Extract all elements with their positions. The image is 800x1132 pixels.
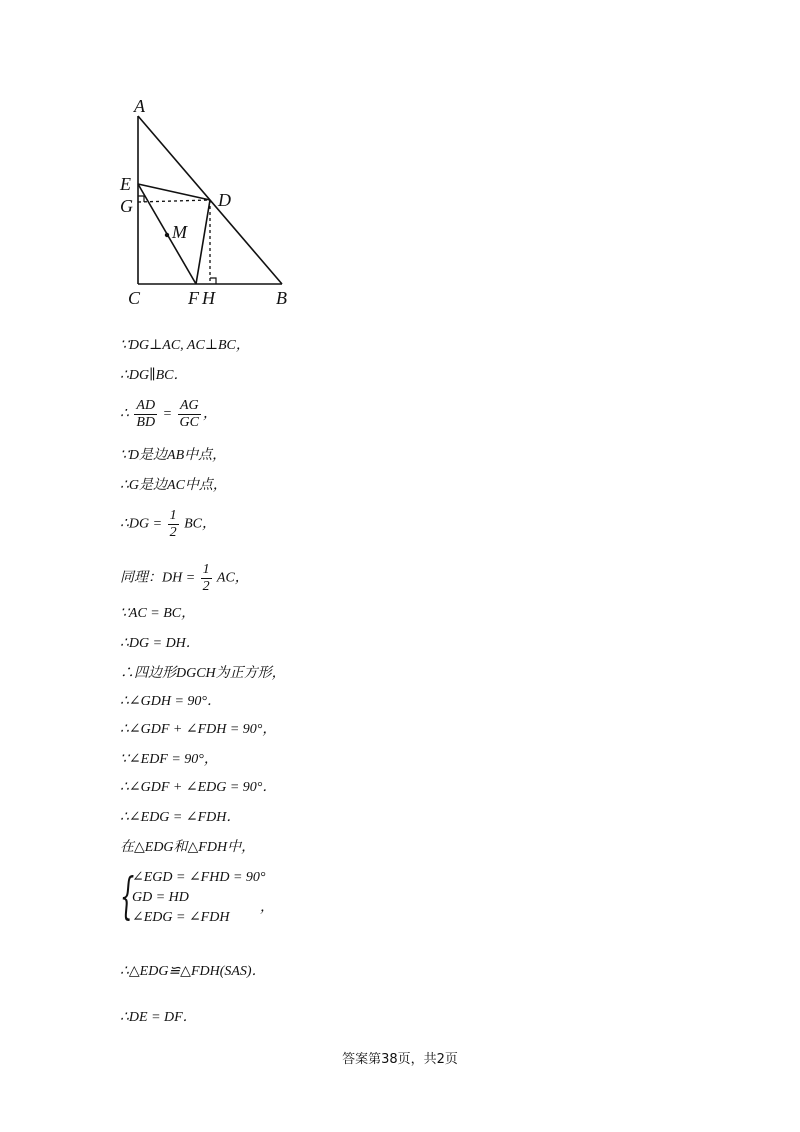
label-C: C <box>128 288 141 308</box>
fraction-denominator: 2 <box>202 579 210 594</box>
fraction-denominator: BD <box>136 415 156 430</box>
label-F: F <box>188 288 199 308</box>
similarly-dh-equals: 同理：DH = <box>120 570 196 586</box>
fraction-denominator: GC <box>179 415 199 430</box>
right-angle-mark-H <box>210 278 216 284</box>
segment-DF <box>196 200 210 284</box>
system-row-2: GD = HD <box>132 890 189 905</box>
label-D: D <box>218 190 231 210</box>
system-suffix: ， <box>260 900 274 915</box>
proof-line-3: ∴ $\frac{AD}{BD}$ = $\frac{AG}{GC}$ ， <box>120 398 217 430</box>
fraction-half <box>168 508 179 541</box>
proof-line-10: ∴四边形DGCH为正方形， <box>120 666 286 681</box>
fraction-ad-bd <box>134 398 157 431</box>
proof-line-11: ∴∠GDH = 90°． <box>120 694 222 709</box>
proof-line-1: ∵DG⊥AC, AC⊥BC， <box>120 338 250 353</box>
fraction-denominator: 2 <box>169 525 177 540</box>
proof-line-6 <box>120 508 216 541</box>
fraction-suffix: BC， <box>184 516 216 532</box>
proof-line-8: ∵AC = BC， <box>120 606 196 621</box>
proof-line-18: ∴DE = DF． <box>120 1010 197 1025</box>
label-M: M <box>172 222 187 242</box>
fraction-numerator: AD <box>136 398 156 413</box>
proof-line-14: ∴∠GDF + ∠EDG = 90°． <box>120 780 277 795</box>
label-A: A <box>134 96 145 116</box>
fraction-numerator: 1 <box>202 562 210 577</box>
system-row-3: ∠EDG = ∠FDH <box>132 910 230 925</box>
proof-line-4: ∵D是边AB中点， <box>120 448 227 463</box>
system-row-1: ∠EGD = ∠FHD = 90° <box>132 870 266 885</box>
point-M <box>165 233 169 237</box>
proof-line-9: ∴DG = DH． <box>120 636 200 651</box>
label-H: H <box>202 288 215 308</box>
system-rows <box>132 868 266 928</box>
triangle-diagram <box>110 92 310 312</box>
left-brace: { <box>120 867 135 925</box>
fraction-half <box>201 562 212 595</box>
proof-line-17: ∴△EDG≌△FDH(SAS)． <box>120 964 266 979</box>
label-E: E <box>120 174 131 194</box>
proof-line-2: ∴DG∥BC． <box>120 368 188 383</box>
proof-line-7 <box>120 562 249 595</box>
geometry-figure <box>110 92 310 312</box>
fraction-ag-gc <box>178 398 201 431</box>
label-G: G <box>120 196 133 216</box>
proof-line-15: ∴∠EDG = ∠FDH． <box>120 810 241 825</box>
page-footer: 答案第38页，共2页 <box>342 1052 458 1067</box>
therefore-symbol: ∴ <box>120 406 129 422</box>
fraction-suffix: AC， <box>216 570 249 586</box>
proof-line-13: ∵∠EDF = 90°， <box>120 752 218 767</box>
proof-line-12: ∴∠GDF + ∠FDH = 90°， <box>120 722 277 737</box>
proof-line-16: 在△EDG和△FDH中， <box>120 840 256 855</box>
label-B: B <box>276 288 287 308</box>
fraction-numerator: AG <box>178 398 201 415</box>
dg-equals: ∴DG = <box>120 516 163 532</box>
right-angle-mark-G <box>138 196 144 202</box>
fraction-numerator: 1 <box>169 508 177 523</box>
proof-line-5: ∴G是边AC中点， <box>120 478 227 493</box>
